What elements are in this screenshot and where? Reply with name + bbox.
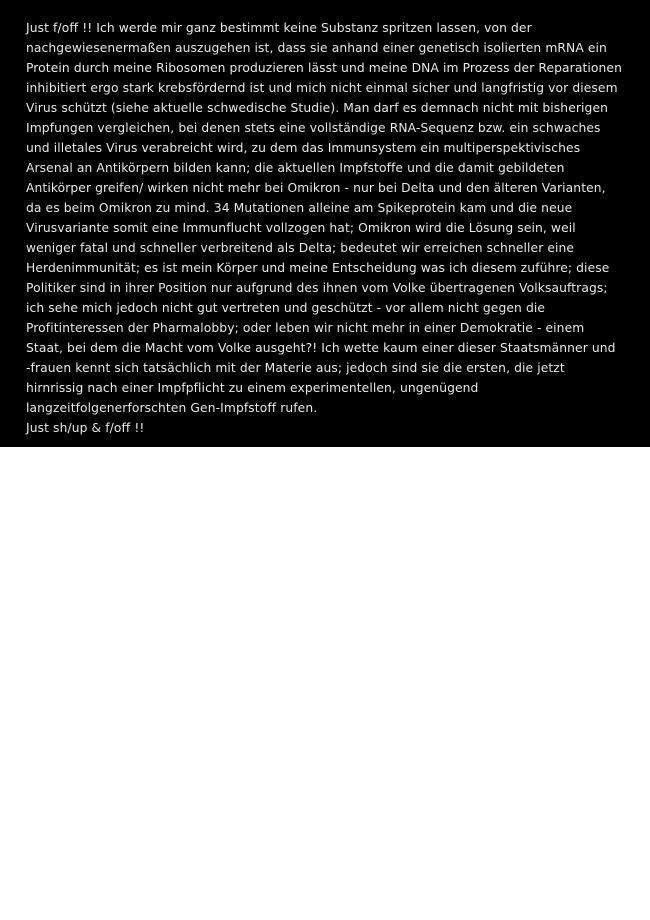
blank-area [0, 447, 650, 920]
note-text: Just f/off !! Ich werde mir ganz bestimmt keine Substanz spritzen lassen, von der nachgewiesenermaßen auszugehen ist, dass sie anhand einer genetisch isolierten mRNA ein Protein durch meine Ribosomen produzieren lässt und meine DNA im Prozess der Reparationen inhibitiert ergo stark krebsfördernd ist und mich nicht einmal sicher und langfristig vor diesem Virus schützt (siehe aktuelle schwedische Studie). Man darf es demnach nicht mit bisherigen Impfungen vergleichen, bei denen stets eine vollständige RNA-Sequenz bzw. ein schwaches und illetales Virus verabreicht wird, zu dem das Immunsystem ein multiperspektivisches Arsenal an Antikörpern bilden kann; die aktuellen Impfstoffe und die damit gebildeten Antikörper greifen/ wirken nicht mehr bei Omikron - nur bei Delta und den älteren Varianten, da es beim Omikron zu mind. 34 Mutationen alleine am Spikeprotein kam und die neue Virusvariante somit eine Immunflucht vollzogen hat; Omikron wird die Lösung sein, weil weniger fatal und schneller verbreitend als Delta; bedeutet wir erreichen schneller eine Herdenimmunität; es ist mein Körper und meine Entscheidung was ich diesem zuführe; diese Politiker sind in ihrer Position nur aufgrund des ihnen vom Volke übertragenen Volksauftrags; ich sehe mich jedoch nicht gut vertreten und geschützt - vor allem nicht gegen die Profitinteressen der Pharmalobby; oder leben wir nicht mehr in einer Demokratie - einem Staat, bei dem die Macht vom Volke ausgeht?! Ich wette kaum einer dieser Staatsmänner und -frauen kennt sich tatsächlich mit der Materie aus; jedoch sind sie die ersten, die jetzt hirnrissig nach einer Impfpflicht zu einem experimentellen, ungenügend langzeitfolgenerforschten Gen-Impfstoff rufen. Just sh/up & f/off !! [26, 21, 622, 435]
note-panel [0, 0, 650, 447]
